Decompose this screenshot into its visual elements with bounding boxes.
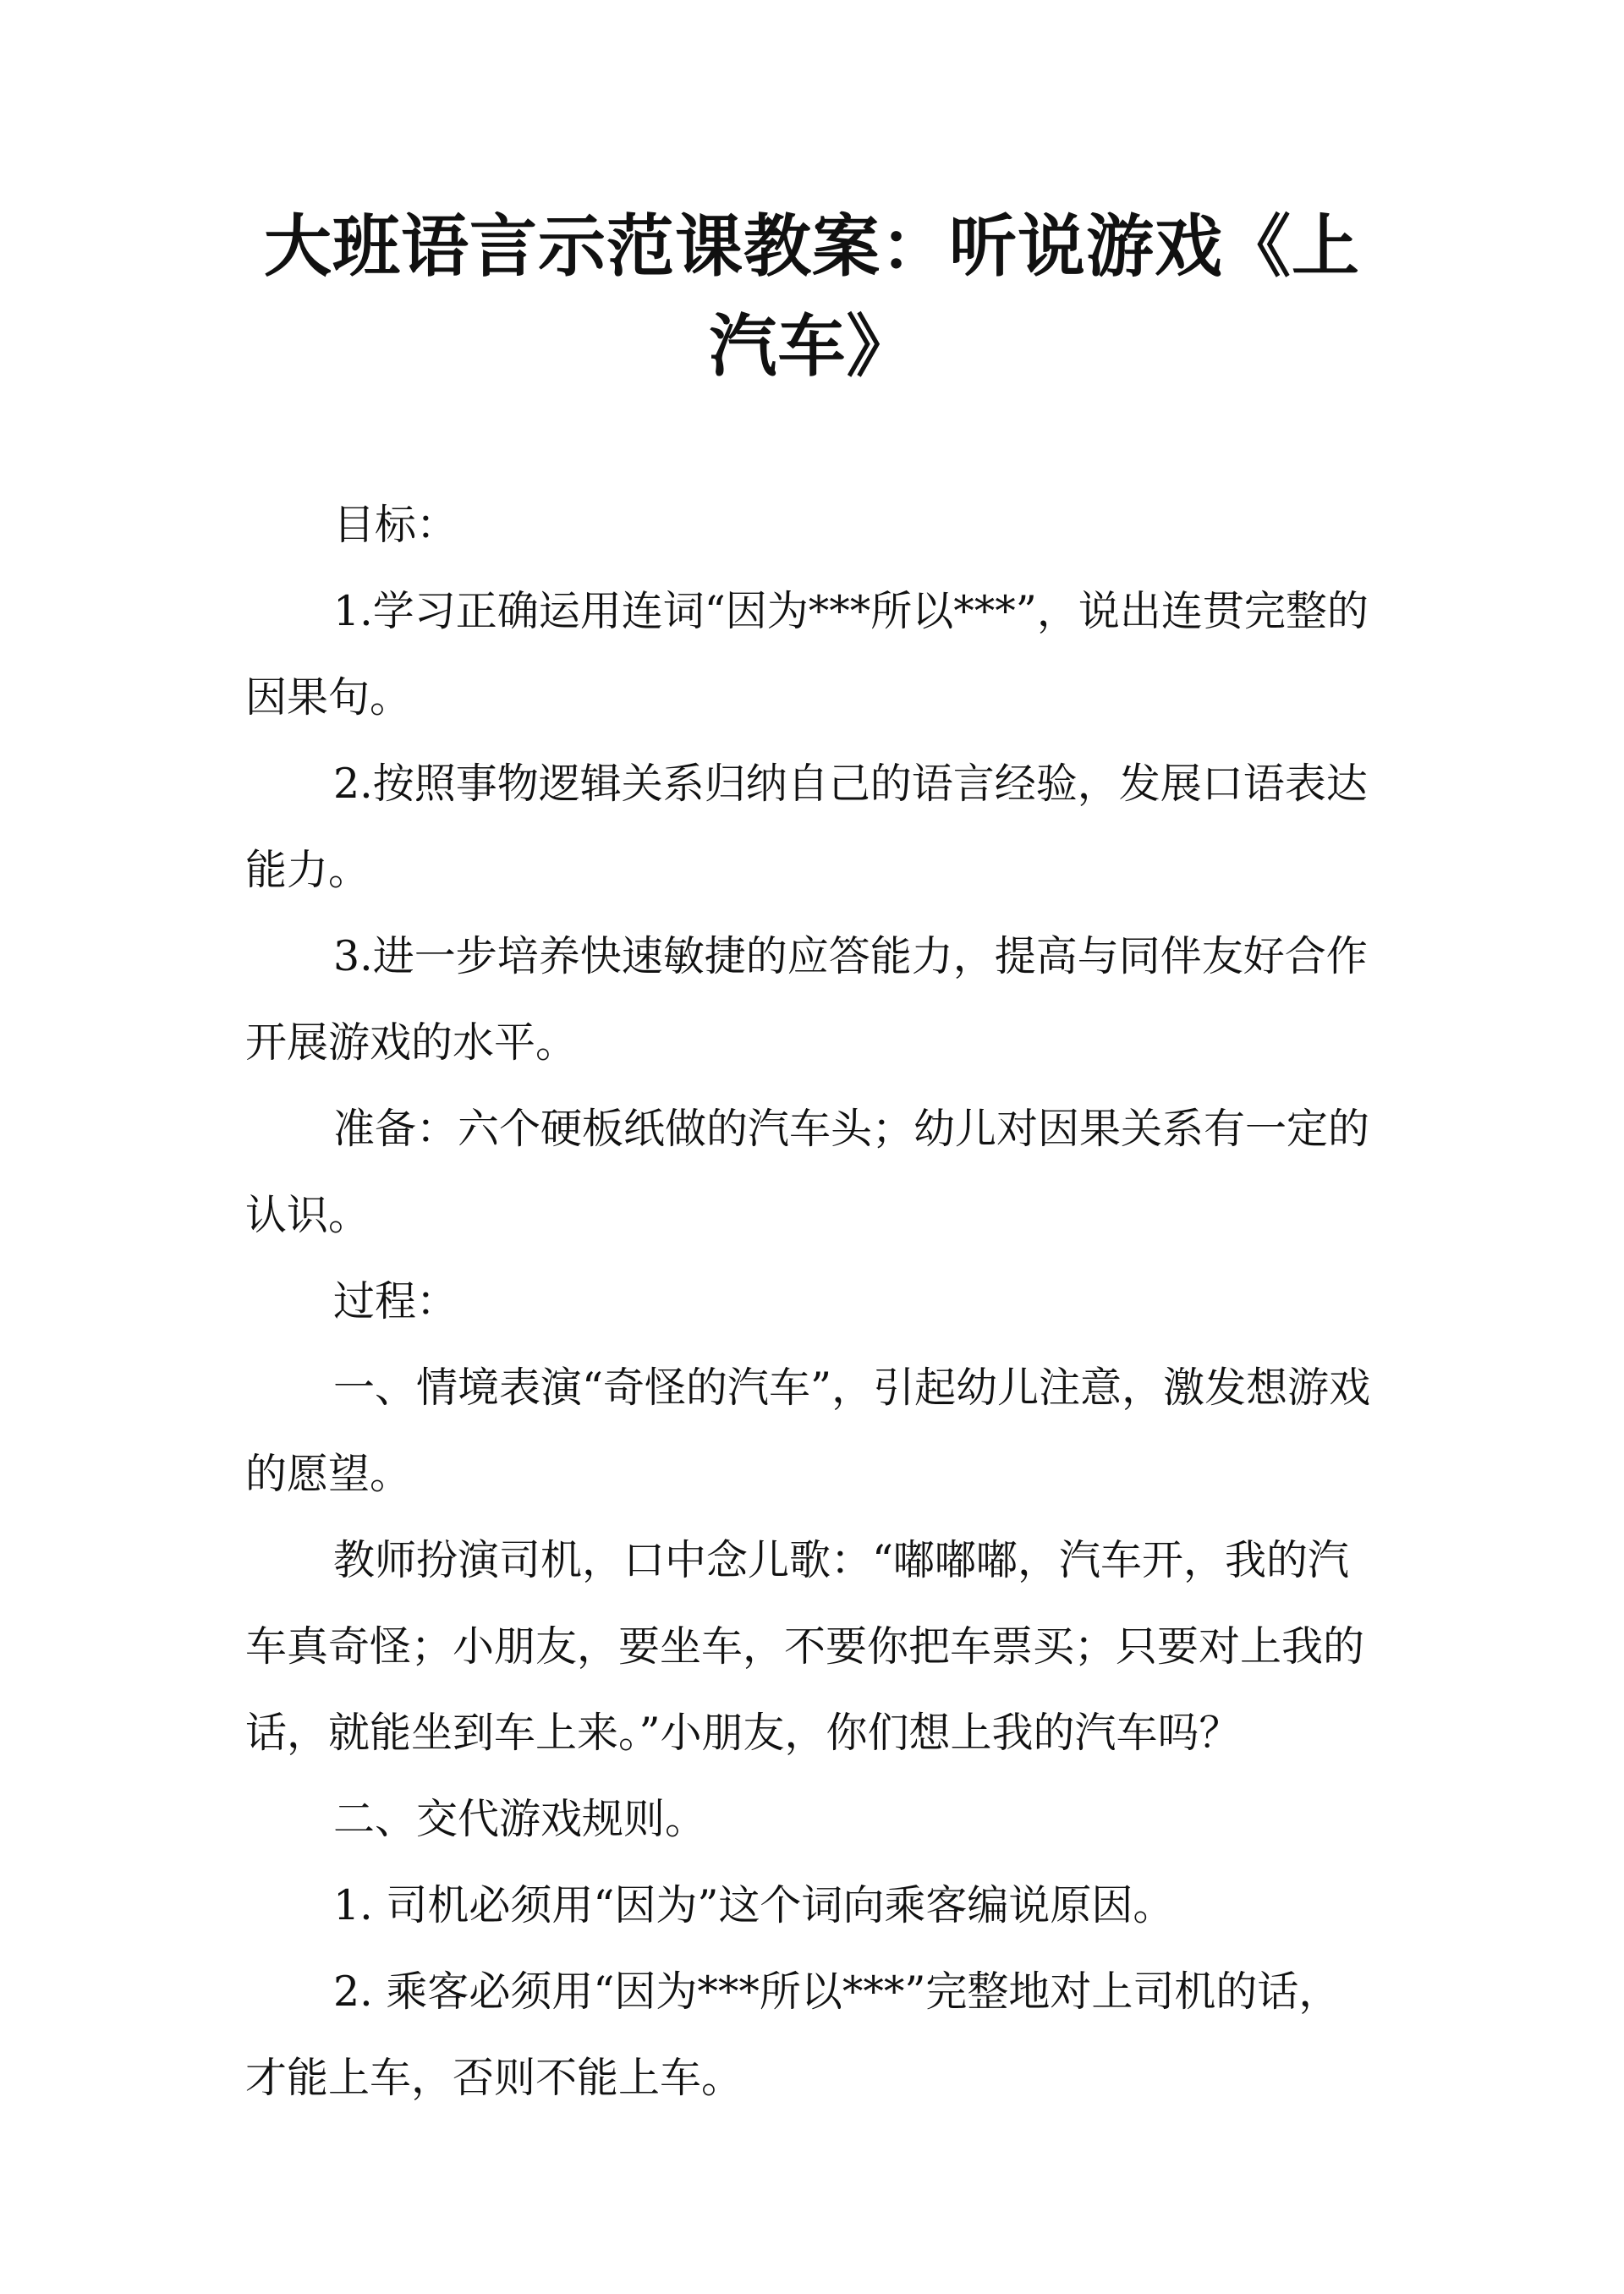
paragraph-process-heading: 过程： bbox=[333, 1277, 458, 1325]
paragraph-step-1: 一、情境表演“奇怪的汽车”，引起幼儿注意，激发想游戏的愿望。 bbox=[245, 1364, 1371, 1498]
document-title: 大班语言示范课教案：听说游戏《上汽车》 bbox=[264, 206, 1360, 386]
paragraph-goal-3: 3.进一步培养快速敏捷的应答能力，提高与同伴友好合作开展游戏的水平。 bbox=[245, 932, 1368, 1067]
paragraph-teacher-rhyme: 教师扮演司机，口中念儿歌：“嘟嘟嘟，汽车开，我的汽车真奇怪；小朋友，要坐车，不要你把车票买；只要对上我的话，就能坐到车上来。”小朋友，你们想上我的汽车吗？ bbox=[245, 1536, 1365, 1757]
paragraph-rule-1: 1. 司机必须用“因为”这个词向乘客编说原因。 bbox=[333, 1881, 1175, 1929]
document-body bbox=[245, 482, 1379, 2121]
paragraph-goal-2: 2.按照事物逻辑关系归纳自己的语言经验，发展口语表达能力。 bbox=[245, 760, 1368, 894]
paragraph-goal-1: 1.学习正确运用连词“因为***所以***”，说出连贯完整的因果句。 bbox=[245, 587, 1369, 722]
paragraph-preparation: 准备：六个硬板纸做的汽车头；幼儿对因果关系有一定的认识。 bbox=[245, 1105, 1370, 1239]
paragraph-rule-2: 2. 乘客必须用“因为***所以***”完整地对上司机的话，才能上车，否则不能上车。 bbox=[245, 1967, 1341, 2102]
paragraph-step-2: 二、交代游戏规则。 bbox=[333, 1795, 707, 1843]
paragraph-goals-heading: 目标： bbox=[333, 501, 458, 549]
